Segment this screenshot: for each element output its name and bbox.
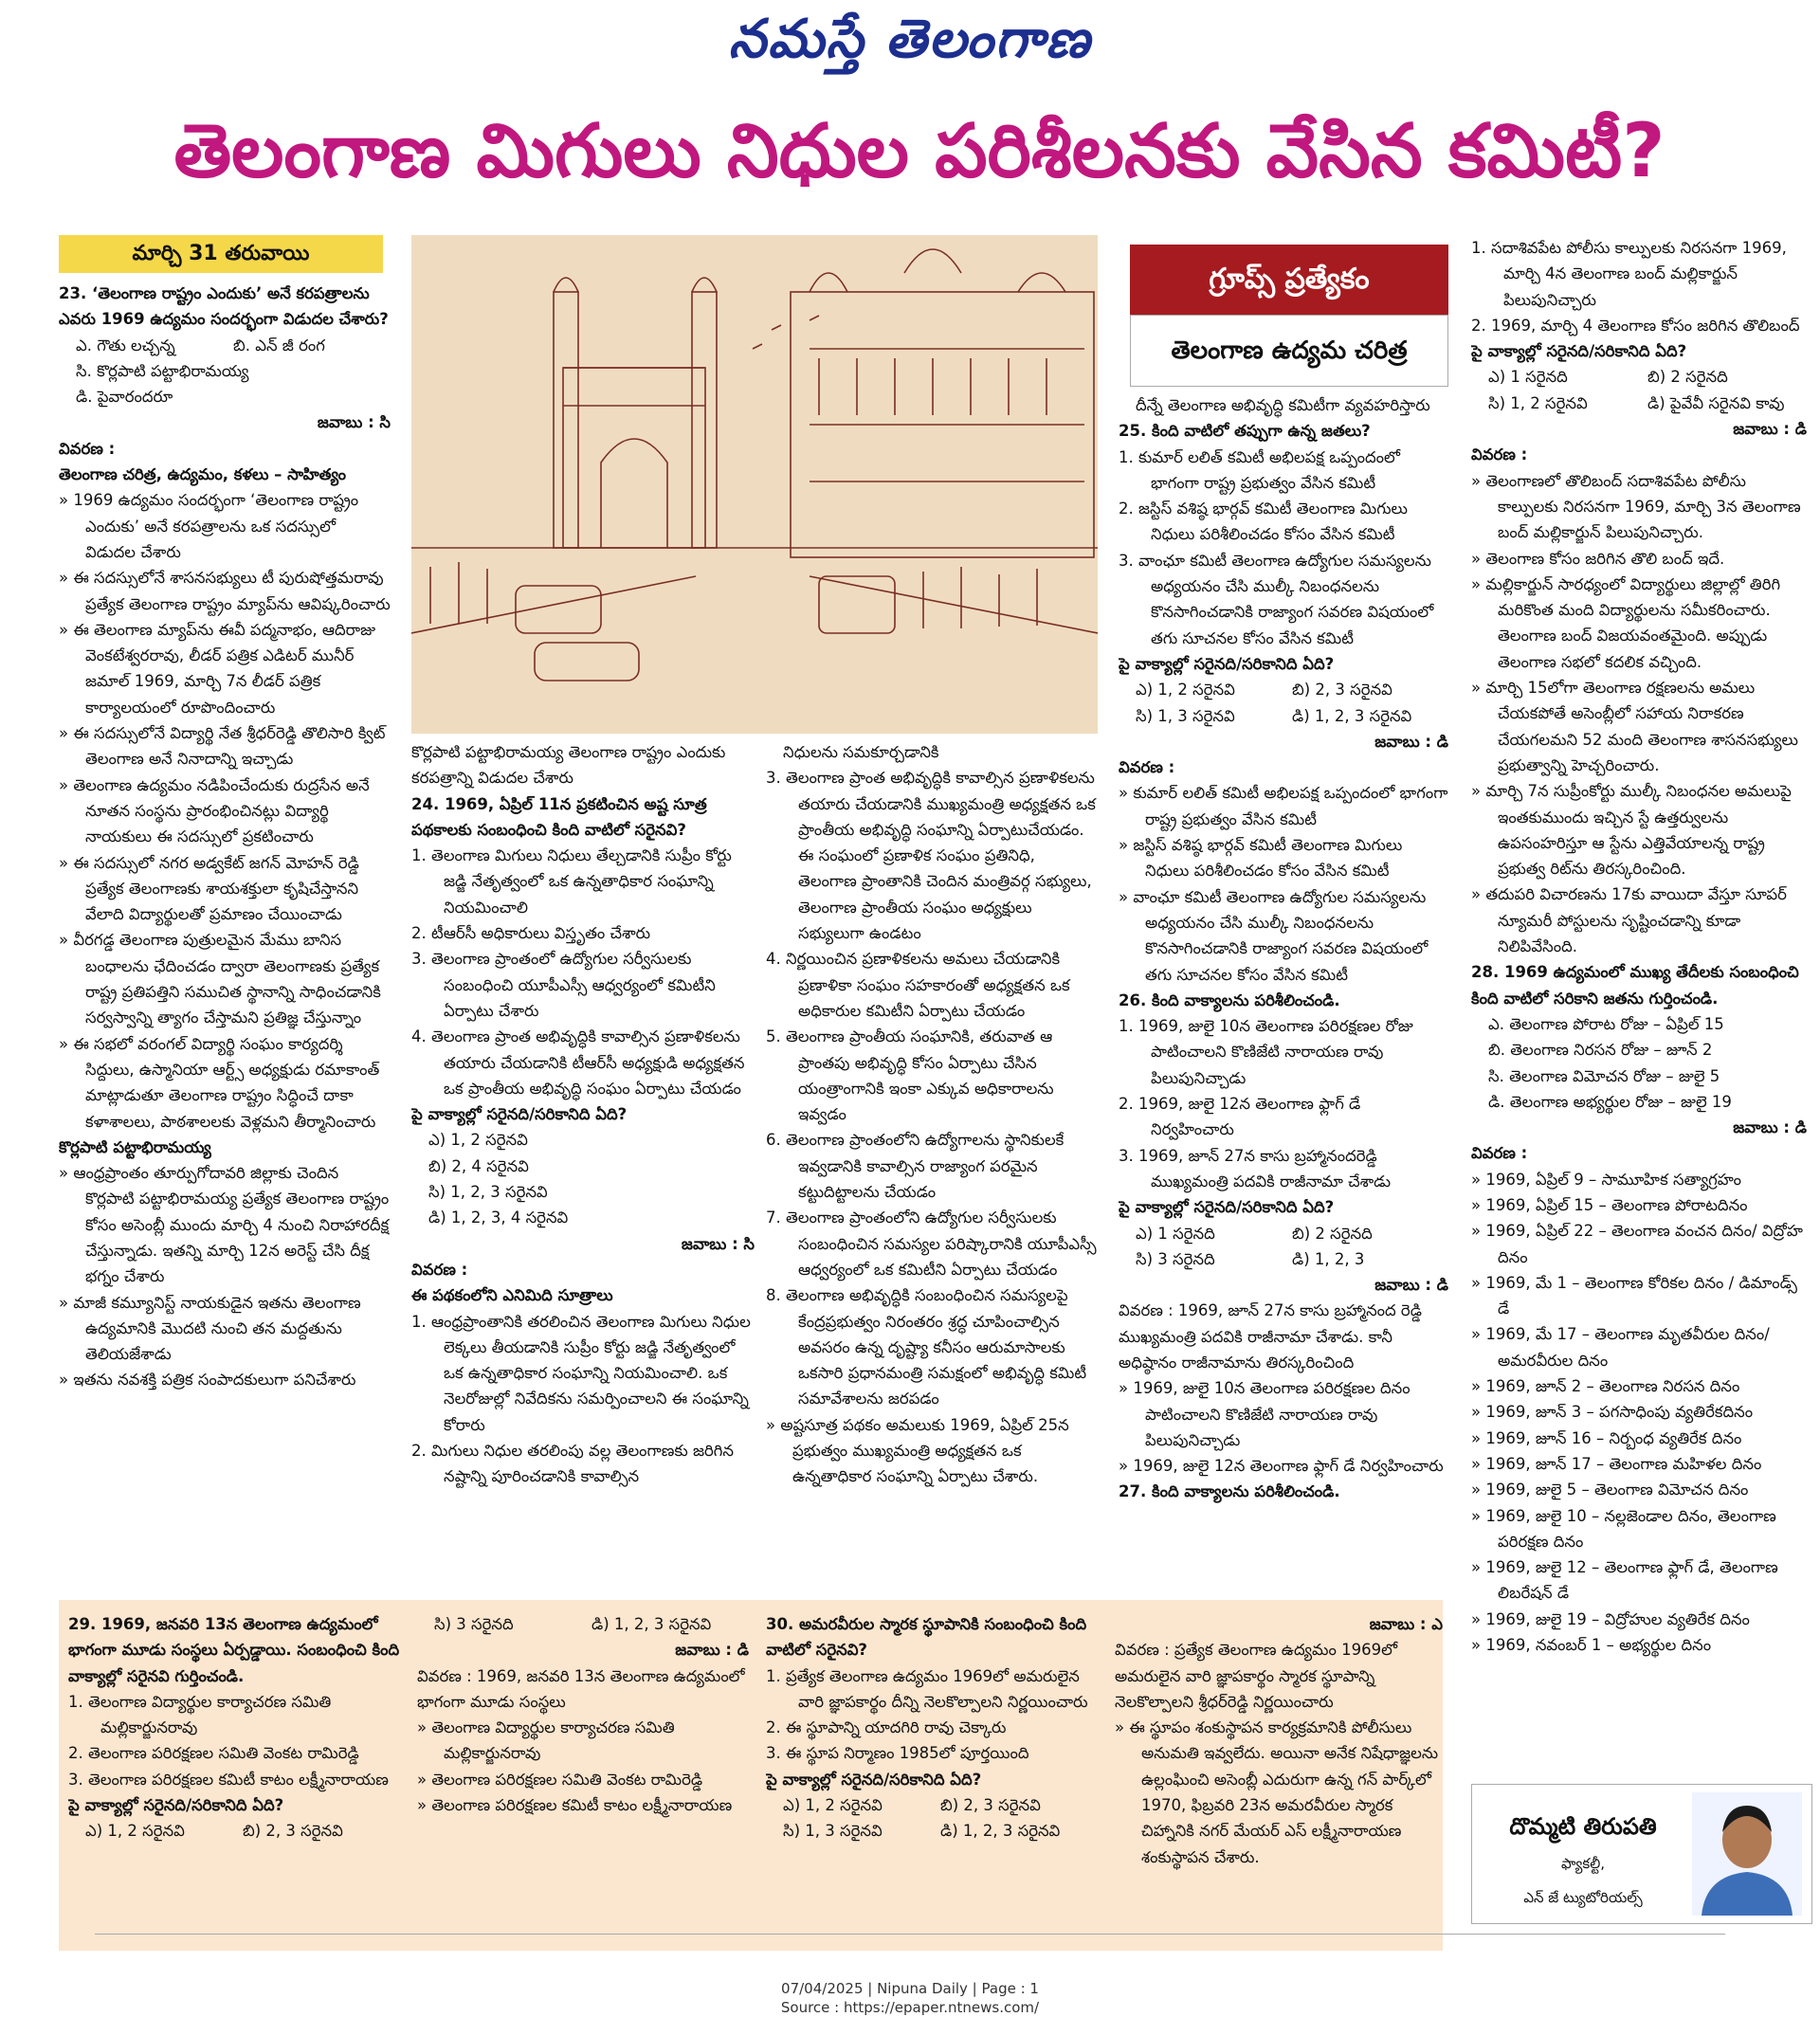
question-prompt: పై వాక్యాల్లో సరైనది/సరికానిది ఏది? <box>411 1105 628 1124</box>
section-tag: మార్చి 31 తరువాయి <box>59 235 383 273</box>
bullet: » ఈ సదస్సులోనే విద్యార్థి నేత శ్రీధర్‌రెడ్డి తొలిసారి క్విట్ తెలంగాణ అనే నినాదాన్ని ఇచ్చాడు <box>59 724 386 769</box>
list-item: 4. తెలంగాణ ప్రాంత అభివృద్ధికి కావాల్సిన ప్రణాళికలను తయారు చేయడానికి టీఆర్‌సీ అధ్యక్షుడి అధ్యక్షతన ఒక ప్రాంతీయ అభివృద్ధి సంఘం ఏర్పాటు చేయడం <box>411 1027 745 1098</box>
question-23: 23. ‘తెలంగాణ రాష్ట్రం ఎందుకు’ అనే కరపత్రాలను ఎవరు 1969 ఉద్యమం సందర్భంగా విడుదల చేశారు? <box>59 284 389 329</box>
sketch-drawing <box>411 235 1098 734</box>
subheading: కొర్లపాటి పట్టాభిరామయ్య <box>59 1137 211 1156</box>
footer-divider <box>95 1934 1725 1935</box>
answer: జవాబు : డి <box>1374 1276 1448 1295</box>
intro-text: దీన్నే తెలంగాణ అభివృద్ధి కమిటీగా వ్యవహరిస్తారు <box>1136 396 1430 414</box>
bullet: » మల్లికార్జున్ సారధ్యంలో విద్యార్థులు జిల్లాల్లో తిరిగి మరికొంత మంది విద్యార్థులను సమీకరించారు. తెలంగాణ బంద్ విజయవంతమైంది. అప్పుడు తెలంగాణ సభలో కదలిక వచ్చింది. <box>1471 574 1781 671</box>
subheading: ఈ పథకంలోని ఎనిమిది సూత్రాలు <box>411 1286 613 1305</box>
question-30: 30. అమరవీరుల స్మారక స్థూపానికి సంబంధించి కింది వాటిలో సరైనవి? <box>766 1615 1087 1660</box>
column-1 <box>59 281 391 1598</box>
bullet: » తెలంగాణ ఉద్యమం నడిపించేందుకు రుద్రసేన అనే నూతన సంస్థను ప్రారంభించినట్లు విద్యార్థి నాయకులు ఈ సదస్సులో ప్రకటించారు <box>59 775 370 846</box>
explanation: వివరణ : 1969, జనవరి 13న తెలంగాణ ఉద్యమంలో భాగంగా మూడు సంస్థలు <box>417 1666 745 1711</box>
list-item: 3. తెలంగాణ పరిరక్షణల కమిటీ కాటం లక్ష్మీనారాయణ <box>68 1770 389 1789</box>
date-item: » 1969, ఏప్రిల్ 22 – తెలంగాణ వంచన దినం/ విద్రోహ దినం <box>1471 1222 1803 1266</box>
list-item: 2. తెలంగాణ పరిరక్షణల సమితి వెంకట రామిరెడ్డి <box>68 1744 359 1763</box>
masthead: నమస్తే తెలంగాణ <box>728 8 1092 70</box>
option-row: సి) 3 సరైనది డి) 1, 2, 3 <box>1136 1249 1365 1268</box>
question-prompt: పై వాక్యాల్లో సరైనది/సరికానిది ఏది? <box>1119 1198 1335 1217</box>
bullet: » ఇతను నవశక్తి పత్రిక సంపాదకులుగా పనిచేశారు <box>59 1371 356 1390</box>
column-4 <box>1119 392 1448 1596</box>
list-item: 7. తెలంగాణ ప్రాంతంలోని ఉద్యోగుల సర్వీసులకు సంబంధించిన సమస్యల పరిష్కారానికి యూపీఎస్సీ ఆధ్వర్యంలో ఒక కమిటీని ఏర్పాటు చేయడం <box>766 1208 1097 1279</box>
bullet: » జస్టిస్ వశిష్ఠ భార్గవ్ కమిటీ తెలంగాణ మిగులు నిధులు పరిశీలించడం కోసం వేసిన కమిటీ <box>1119 836 1403 881</box>
bullet: » తెలంగాణ పరిరక్షణల సమితి వెంకట రామిరెడ్డి <box>417 1770 703 1789</box>
date-item: » 1969, మే 17 – తెలంగాణ మృతవీరుల దినం/ అమరవీరుల దినం <box>1471 1325 1770 1370</box>
bullet: » తెలంగాణ విద్యార్థుల కార్యాచరణ సమితి మల్లికార్జునరావు <box>417 1718 675 1763</box>
list-item: 1. సదాశివపేట పోలీసు కాల్పులకు నిరసనగా 1969, మార్చి 4న తెలంగాణ బంద్ మల్లికార్జున్ పిలుపునిచ్చారు <box>1471 239 1787 309</box>
date-item: » 1969, జూన్ 3 – పగసాధింపు వ్యతిరేకదినం <box>1471 1403 1754 1422</box>
explanation-label: వివరణ : <box>1119 758 1175 777</box>
bottom-column-2 <box>417 1611 749 1943</box>
author-role: ఫ్యాకల్టీ, <box>1561 1855 1605 1872</box>
list-item: 3. ఈ స్థూప నిర్మాణం 1985లో పూర్తయింది <box>766 1744 1029 1763</box>
list-item: 3. తెలంగాణ ప్రాంతంలో ఉద్యోగుల సర్వీసులకు సంబంధించి యూపీఎస్సీ ఆధ్వర్యంలో కమిటీని ఏర్పాటు చేశారు <box>411 950 716 1020</box>
date-item: » 1969, ఏప్రిల్ 15 – తెలంగాణ పోరాటదినం <box>1471 1195 1748 1214</box>
option: బి) 2, 4 సరైనవి <box>428 1156 529 1175</box>
option: ఎ. తెలంగాణ పోరాట రోజు – ఏప్రిల్ 15 <box>1488 1014 1724 1033</box>
bullet: » ఈ తెలంగాణ మ్యాప్‌ను ఈవీ పద్మనాభం, ఆదిరాజు వెంకటేశ్వరరావు, లీడర్ పత్రిక ఎడిటర్ మునీర్ జమాల్ 1969, మార్చి 7న లీడర్ పత్రిక కార్యాలయంలో రూపొందించారు <box>59 620 376 717</box>
headline: తెలంగాణ మిగులు నిధుల పరిశీలనకు వేసిన కమిటీ? <box>173 109 1665 194</box>
bullet: » ఈ సదస్సులోనే శాసనసభ్యులు టీ పురుషోత్తమరావు ప్రత్యేక తెలంగాణ రాష్ట్రం మ్యాప్‌ను ఆవిష్కరించారు <box>59 569 391 613</box>
question-prompt: పై వాక్యాల్లో సరైనది/సరికానిది ఏది? <box>1119 654 1335 673</box>
option-row: ఎ) 1, 2 సరైనవి బి) 2, 3 సరైనవి <box>85 1822 343 1841</box>
question-prompt: పై వాక్యాల్లో సరైనది/సరికానిది ఏది? <box>68 1796 284 1815</box>
option: సి. తెలంగాణ విమోచన రోజు – జులై 5 <box>1488 1066 1720 1085</box>
answer: జవాబు : డి <box>1733 1118 1807 1137</box>
option: డి) 1, 2, 3, 4 సరైనవి <box>428 1208 569 1227</box>
question-24: 24. 1969, ఏప్రిల్ 11న ప్రకటించిన అష్ట సూత్ర పథకాలకు సంబంధించి కింది వాటిలో సరైనవి? <box>411 794 707 839</box>
list-item: 2. 1969, మార్చి 4 తెలంగాణ కోసం జరిగిన తొలిబంద్ <box>1471 316 1800 335</box>
date-item: » 1969, జూన్ 2 – తెలంగాణ నిరసన దినం <box>1471 1377 1740 1396</box>
column-5 <box>1471 235 1807 1761</box>
option-row: సి) 1, 3 సరైనవి డి) 1, 2, 3 సరైనవి <box>783 1822 1061 1841</box>
box-title: గ్రూప్స్ ప్రత్యేకం <box>1130 245 1448 315</box>
bullet: » ఆంధ్రప్రాంతం తూర్పుగోదావరి జిల్లాకు చెందిన కొర్లపాటి పట్టాభిరామయ్య ప్రత్యేక తెలంగాణ రాష్ట్రం కోసం అసెంబ్లీ ముందు మార్చి 4 నుంచి నిరాహారదీక్ష చేస్తున్నాడు. ఇతన్ని మార్చి 12న అరెస్ట్ చేసి దీక్ష భగ్నం చేశారు <box>59 1164 390 1286</box>
charminar-sketch-illustration <box>411 235 1098 734</box>
option: డి. పైవారందరూ <box>76 388 173 407</box>
intro-text: కొర్లపాటి పట్టాభిరామయ్య తెలంగాణ రాష్ట్రం ఎందుకు కరపత్రాన్ని విడుదల చేశారు <box>411 743 726 788</box>
author-box <box>1471 1784 1812 1924</box>
column-2 <box>411 739 755 1592</box>
list-item: 6. తెలంగాణ ప్రాంతంలోని ఉద్యోగాలను స్థానికులకే ఇవ్వడానికి కావాల్సిన రాజ్యాంగ పరమైన కట్టుదిట్టాలను చేయడం <box>766 1131 1065 1202</box>
date-item: » 1969, జూన్ 16 – నిర్బంధ వ్యతిరేక దినం <box>1471 1428 1742 1447</box>
list-item: నిధులను సమకూర్చడానికి <box>783 743 939 761</box>
question-29: 29. 1969, జనవరి 13న తెలంగాణ ఉద్యమంలో భాగంగా మూడు సంస్థలు ఏర్పడ్డాయి. సంబంధించి కింది వాక్యాల్లో సరైనవి గుర్తించండి. <box>68 1615 400 1685</box>
option-row: ఎ. గౌతు లచ్చన్న బి. ఎన్ జీ రంగ <box>76 336 325 354</box>
list-item: 4. నిర్ణయించిన ప్రణాళికలను అమలు చేయడానికి ప్రణాళికా సంఘం సహకారంతో అధ్యక్షతన ఒక అధికారుల కమిటీని ఏర్పాటు చేయడం <box>766 950 1070 1020</box>
question-25: 25. కింది వాటిలో తప్పుగా ఉన్న జతలు? <box>1119 422 1371 441</box>
explanation-label: వివరణ : <box>411 1260 468 1279</box>
column-3 <box>766 739 1098 1592</box>
topic: తెలంగాణ చరిత్ర, ఉద్యమం, కళలు – సాహిత్యం <box>59 465 346 484</box>
footer-source-line: Source : https://epaper.ntnews.com/ <box>780 1999 1040 2016</box>
answer: జవాబు : ఎ <box>1369 1615 1443 1633</box>
date-item: » 1969, జులై 10 – నల్లజెండాల దినం, తెలంగాణ పరిరక్షణ దినం <box>1471 1506 1776 1551</box>
option: ఎ) 1, 2 సరైనవి <box>428 1131 528 1150</box>
bottom-column-1 <box>68 1611 400 1943</box>
list-item: 3. వాంఛూ కమిటీ తెలంగాణ ఉద్యోగుల సమస్యలను అధ్యయనం చేసి ముల్కీ నిబంధనలను కొనసాగించడానికి రాజ్యాంగ సవరణ విషయంలో తగు సూచనల కోసం వేసిన కమిటీ <box>1119 551 1434 647</box>
date-item: » 1969, నవంబర్ 1 – అభ్యర్థుల దినం <box>1471 1636 1712 1655</box>
bullet: » ఈ సదస్సులో నగర అడ్వకేట్ జగన్ మోహన్ రెడ్డి ప్రత్యేక తెలంగాణకు శాయశక్తులా కృషిచేస్తానని వేలాది విద్యార్థులతో ప్రమాణం చేయించాడు <box>59 853 359 924</box>
list-item: 2. 1969, జులై 12న తెలంగాణ ఫ్లాగ్ డే నిర్వహించారు <box>1119 1095 1361 1139</box>
list-item: 1. 1969, జులై 10న తెలంగాణ పరిరక్షణల రోజు పాటించాలని కొణిజేటి నారాయణ రావు పిలుపునిచ్చాడు <box>1119 1017 1413 1087</box>
bullet: » తదుపరి విచారణను 17కు వాయిదా వేస్తూ సూపర్ న్యూమరీ పోస్టులను సృష్టించడాన్ని కూడా నిలిపివేసింది. <box>1471 885 1787 956</box>
option-row: సి) 3 సరైనది డి) 1, 2, 3 సరైనవి <box>434 1615 712 1633</box>
answer: జవాబు : డి <box>1374 732 1448 751</box>
option: బి. తెలంగాణ నిరసన రోజు – జూన్ 2 <box>1488 1041 1713 1060</box>
bullet: » మాజీ కమ్యూనిస్ట్ నాయకుడైన ఇతను తెలంగాణ ఉద్యమానికి మొదటి నుంచి తన మద్దతును తెలియజేశాడు <box>59 1293 361 1364</box>
date-item: » 1969, జులై 12 – తెలంగాణ ఫ్లాగ్ డే, తెలంగాణ లిబరేషన్ డే <box>1471 1558 1778 1603</box>
date-item: » 1969, జులై 5 – తెలంగాణ విమోచన దినం <box>1471 1481 1749 1499</box>
groups-special-box <box>1130 245 1448 385</box>
question-27: 27. కింది వాక్యాలను పరిశీలించండి. <box>1119 1482 1340 1501</box>
person-avatar-icon <box>1692 1792 1802 1916</box>
list-item: 1. కుమార్ లలిత్ కమిటీ అభిలపక్ష ఒప్పందంలో భాగంగా రాష్ట్ర ప్రభుత్వం వేసిన కమిటీ <box>1119 447 1400 492</box>
explanation: వివరణ : 1969, జూన్ 27న కాసు బ్రహ్మానంద రెడ్డి ముఖ్యమంత్రి పదవికి రాజీనామా చేశాడు. కానీ అధిష్ఠానం రాజీనామాను తిరస్కరించింది <box>1119 1301 1422 1372</box>
bullet: » తెలంగాణ పరిరక్షణల కమిటీ కాటం లక్ష్మీనారాయణ <box>417 1796 733 1815</box>
explanation-label: వివరణ : <box>59 439 116 458</box>
date-item: » 1969, జులై 19 – విద్రోహుల వ్యతిరేక దినం <box>1471 1609 1750 1628</box>
bullet: » ఈ సభలో వరంగల్ విద్యార్థి సంఘం కార్యదర్శి సిద్దులు, ఉస్మానియా ఆర్ట్స్ అధ్యక్షుడు రమాకాంత్ మాట్లాడుతూ తెలంగాణ రాష్ట్రం సిద్ధించే దాకా కళాశాలలు, పాఠశాలలకు వెళ్లమని తీర్మానించారు <box>59 1034 380 1131</box>
question-prompt: పై వాక్యాల్లో సరైనది/సరికానిది ఏది? <box>1471 342 1687 361</box>
bullet: » ఈ స్థూపం శంకుస్థాపన కార్యక్రమానికి పోలీసులు అనుమతి ఇవ్వలేదు. అయినా అనేక నిషేధాజ్ఞలను ఉల్లంఘించి అసెంబ్లీ ఎదురుగా ఉన్న గన్ పార్క్‌లో 1970, ఫిబ్రవరి 23న అమరవీరుల స్మారక చిహ్నానికి నగర్ మేయర్ ఎస్ లక్ష్మీనారాయణ శంకుస్థాపన చేశారు. <box>1115 1718 1439 1866</box>
list-item: 3. 1969, జూన్ 27న కాసు బ్రహ్మానందరెడ్డి ముఖ్యమంత్రి పదవికి రాజీనామా చేశాడు <box>1119 1146 1392 1190</box>
date-item: » 1969, జూన్ 17 – తెలంగాణ మహిళల దినం <box>1471 1454 1762 1473</box>
list-item: 2. జస్టిస్ వశిష్ఠ భార్గవ్ కమిటీ తెలంగాణ మిగులు నిధులు పరిశీలించడం కోసం వేసిన కమిటీ <box>1119 500 1408 544</box>
list-item: 1. ఆంధ్రప్రాంతానికి తరలించిన తెలంగాణ మిగులు నిధుల లెక్కలు తీయడానికి సుప్రీం కోర్టు జడ్జి నేతృత్వంలో ఒక ఉన్నతాధికార సంఘాన్ని నియమించాలి. ఒక నెలరోజుల్లో నివేదికను సమర్పించాలని ఈ సంఘాన్ని కోరారు <box>411 1312 751 1434</box>
option-row: ఎ) 1, 2 సరైనవి బి) 2, 3 సరైనవి <box>1136 681 1392 700</box>
list-item: 2. టీఆర్‌సీ అధికారులు విస్తృతం చేశారు <box>411 924 651 943</box>
option-row: సి) 1, 3 సరైనవి డి) 1, 2, 3 సరైనవి <box>1136 706 1412 725</box>
explanation: వివరణ : ప్రత్యేక తెలంగాణ ఉద్యమం 1969లో అమరులైన వారి జ్ఞాపకార్థం స్మారక స్థూపాన్ని నెలకొల్పాలని శ్రీధర్‌రెడ్డి నిర్ణయించారు <box>1115 1641 1398 1711</box>
bottom-column-4 <box>1115 1611 1443 1943</box>
author-photo <box>1692 1792 1802 1916</box>
option-row: ఎ) 1 సరైనది బి) 2 సరైనది <box>1136 1224 1373 1243</box>
bottom-column-3 <box>766 1611 1098 1943</box>
option: సి) 1, 2, 3 సరైనవి <box>428 1183 548 1202</box>
explanation-label: వివరణ : <box>1471 1144 1528 1163</box>
author-name: దొమ్మటి తిరుపతి <box>1509 1813 1657 1840</box>
bullet: » అష్టసూత్ర పథకం అమలుకు 1969, ఏప్రిల్ 25న ప్రభుత్వం ముఖ్యమంత్రి అధ్యక్షతన ఒక ఉన్నతాధికార సంఘాన్ని ఏర్పాటు చేశారు. <box>766 1415 1069 1486</box>
question-28: 28. 1969 ఉద్యమంలో ముఖ్య తేదీలకు సంబంధించి కింది వాటిలో సరికాని జతను గుర్తించండి. <box>1471 963 1799 1008</box>
explanation-label: వివరణ : <box>1471 445 1528 464</box>
answer: జవాబు : సి <box>681 1234 755 1253</box>
option-row: ఎ) 1 సరైనది బి) 2 సరైనది <box>1488 368 1728 387</box>
bullet: » మార్చి 15లోగా తెలంగాణ రక్షణలను అమలు చేయకపోతే అసెంబ్లీలో సహాయ నిరాకరణ చేయగలమని 52 మంది తెలంగాణ శాసనసభ్యులు ప్రభుత్వాన్ని హెచ్చరించారు. <box>1471 679 1798 774</box>
author-org: ఎన్ జే ట్యుటోరియల్స్ <box>1523 1889 1643 1906</box>
option: సి. కొర్లపాటి పట్టాభిరామయ్య <box>76 361 249 380</box>
list-item: 8. తెలంగాణ అభివృద్ధికి సంబంధించిన సమస్యలపై కేంద్రప్రభుత్వం నిరంతరం శ్రద్ధ చూపించాల్సిన అవసరం ఉన్న దృష్ట్యా కనీసం ఆరుమాసాలకు ఒకసారి ప్రధానమంత్రి సమక్షంలో అభివృద్ధి కమిటీ సమావేశాలను జరపడం <box>766 1286 1087 1408</box>
bullet: » మార్చి 7న సుప్రీంకోర్టు ముల్కీ నిబంధనల అమలుపై ఇంతకుముందు ఇచ్చిన స్టే ఉత్తర్వులను ఉపసంహరిస్తూ ఆ స్టేను ఎత్తివేయాలన్న రాష్ట్ర ప్రభుత్వ రిట్‌ను తిరస్కరించింది. <box>1471 782 1792 879</box>
list-item: 2. మిగులు నిధుల తరలింపు వల్ల తెలంగాణకు జరిగిన నష్టాన్ని పూరించడానికి కావాల్సిన <box>411 1442 734 1486</box>
list-item: 1. ప్రత్యేక తెలంగాణ ఉద్యమం 1969లో అమరులైన వారి జ్ఞాపకార్థం దీన్ని నెలకొల్పాలని నిర్ణయించారు <box>766 1666 1088 1711</box>
option-row: సి) 1, 2 సరైనవి డి) పైవేవీ సరైనవి కావు <box>1488 393 1785 412</box>
list-item: 2. ఈ స్థూపాన్ని యాదగిరి రావు చెక్కారు <box>766 1718 1007 1737</box>
question-prompt: పై వాక్యాల్లో సరైనది/సరికానిది ఏది? <box>766 1770 982 1789</box>
page-footer <box>0 1979 1820 2017</box>
bullet: » కుమార్ లలిత్ కమిటీ అభిలపక్ష ఒప్పందంలో భాగంగా రాష్ట్ర ప్రభుత్వం వేసిన కమిటీ <box>1119 784 1448 828</box>
list-item: 5. తెలంగాణ ప్రాంతీయ సంఘానికి, తరువాత ఆ ప్రాంతపు అభివృద్ధి కోసం ఏర్పాటు చేసిన యంత్రాంగానికి ఇంకా ఎక్కువ అధికారాలను ఇవ్వడం <box>766 1027 1054 1124</box>
list-item: 3. తెలంగాణ ప్రాంత అభివృద్ధికి కావాల్సిన ప్రణాళికలను తయారు చేయడానికి ముఖ్యమంత్రి అధ్యక్షతన ఒక ప్రాంతీయ అభివృద్ధి సంఘాన్ని ఏర్పాటుచేయడం. ఈ సంఘంలో ప్రణాళిక సంఘం ప్రతినిధి, తెలంగాణ ప్రాంతానికి చెందిన మంత్రివర్గ సభ్యులు, తెలంగాణ ప్రాంతీయ సంఘం అధ్యక్షులు సభ్యులుగా ఉండటం <box>766 769 1096 943</box>
option: డి. తెలంగాణ అభ్యర్థుల రోజు – జులై 19 <box>1488 1092 1732 1111</box>
list-item: 1. తెలంగాణ విద్యార్థుల కార్యాచరణ సమితి మల్లికార్జునరావు <box>68 1692 332 1737</box>
bullet: » తెలంగాణలో తొలిబంద్ సదాశివపేట పోలీసు కాల్పులకు నిరసనగా 1969, మార్చి 3న తెలంగాణ బంద్ మల్లికార్జున్ పిలుపునిచ్చారు. <box>1471 471 1801 542</box>
bullet: » 1969, జులై 12న తెలంగాణ ఫ్లాగ్ డే నిర్వహించారు <box>1119 1457 1444 1476</box>
question-26: 26. కింది వాక్యాలను పరిశీలించండి. <box>1119 990 1340 1009</box>
box-subtitle: తెలంగాణ ఉద్యమ చరిత్ర <box>1130 315 1448 387</box>
list-item: 1. తెలంగాణ మిగులు నిధులు తేల్చడానికి సుప్రీం కోర్టు జడ్జి నేతృత్వంలో ఒక ఉన్నతాధికార సంఘాన్ని నియమించాలి <box>411 846 732 917</box>
date-item: » 1969, మే 1 – తెలంగాణ కోరికల దినం / డిమాండ్స్ డే <box>1471 1273 1797 1318</box>
bullet: » 1969 ఉద్యమం సందర్భంగా ‘తెలంగాణ రాష్ట్రం ఎందుకు’ అనే కరపత్రాలను ఒక సదస్సులో విడుదల చేశారు <box>59 491 359 561</box>
option-row: ఎ) 1, 2 సరైనవి బి) 2, 3 సరైనవి <box>783 1796 1041 1815</box>
bullet: » వాంఛూ కమిటీ తెలంగాణ ఉద్యోగుల సమస్యలను అధ్యయనం చేసి ముల్కీ నిబంధనలను కొనసాగించడానికి రాజ్యాంగ సవరణ విషయంలో తగు సూచనల కోసం వేసిన కమిటీ <box>1119 887 1429 984</box>
answer: జవాబు : డి <box>675 1641 749 1660</box>
bullet: » వీరగడ్డ తెలంగాణ పుత్రులమైన మేము బానిస బంధాలను ఛేదించడం ద్వారా తెలంగాణకు ప్రత్యేక రాష్ట్ర ప్రతిపత్తిని సముచిత స్థానాన్ని సాధించడానికి సర్వస్వాన్ని త్యాగం చేస్తామని ప్రతిజ్ఞ చేస్తున్నాం <box>59 931 381 1027</box>
footer-date-line: 07/04/2025 | Nipuna Daily | Page : 1 <box>781 1980 1039 1997</box>
bullet: » 1969, జులై 10న తెలంగాణ పరిరక్షణల దినం పాటించాలని కొణిజేటి నారాయణ రావు పిలుపునిచ్చాడు <box>1119 1379 1410 1449</box>
answer: జవాబు : సి <box>317 413 391 432</box>
bullet: » తెలంగాణ కోసం జరిగిన తొలి బంద్ ఇదే. <box>1471 549 1725 568</box>
date-item: » 1969, ఏప్రిల్ 9 – సామూహిక సత్యాగ్రహం <box>1471 1170 1741 1189</box>
answer: జవాబు : డి <box>1733 420 1807 439</box>
